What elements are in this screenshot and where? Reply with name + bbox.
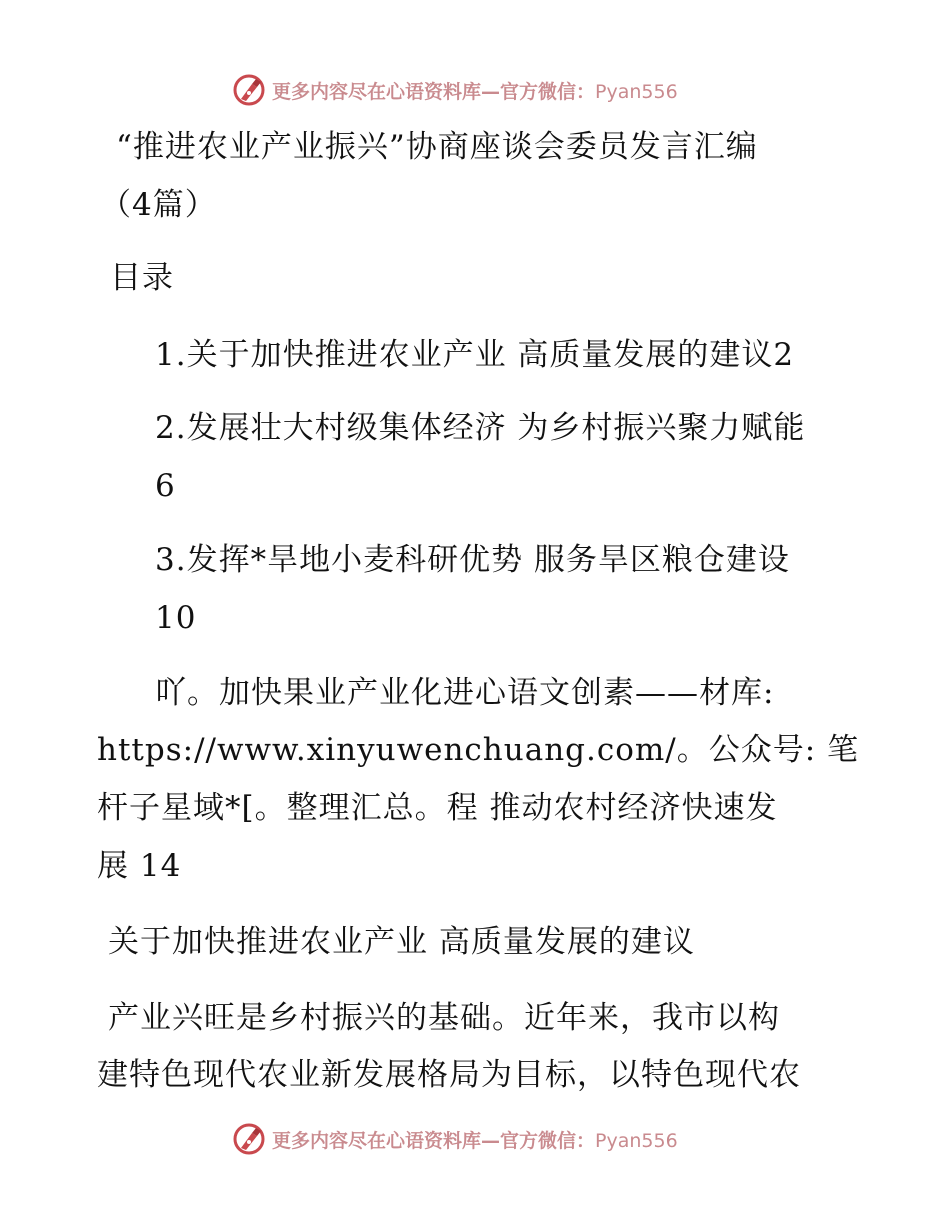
toc-item: 3.发挥*旱地小麦科研优势 服务旱区粮仓建设	[155, 542, 790, 578]
toc-item: 1.关于加快推进农业产业 高质量发展的建议2	[155, 337, 795, 373]
watermark-banner-top	[232, 72, 678, 108]
watermark-text: 更多内容尽在心语资料库—官方微信：Pyan556	[272, 80, 678, 103]
watermark-contact: Pyan556	[595, 1129, 678, 1152]
watermark-text: 更多内容尽在心语资料库—官方微信：Pyan556	[272, 1129, 678, 1152]
toc-item-continued: 展 14	[97, 848, 182, 884]
document-title: “推进农业产业振兴”协商座谈会委员发言汇编	[116, 129, 758, 165]
toc-item-continued: https://www.xinyuwenchuang.com/。公众号: 笔	[97, 732, 860, 768]
toc-item-page: 6	[155, 468, 176, 504]
toc-item: 吖。加快果业产业化进心语文创素——材库:	[155, 675, 775, 711]
pen-nib-logo-icon	[232, 1122, 266, 1156]
body-paragraph-line: 产业兴旺是乡村振兴的基础。近年来，我市以构	[108, 1000, 780, 1036]
pen-nib-logo-icon	[232, 73, 266, 107]
toc-item-continued: 杆子星域*[。整理汇总。程 推动农村经济快速发	[97, 790, 778, 826]
section-heading: 关于加快推进农业产业 高质量发展的建议	[108, 924, 695, 960]
watermark-contact: Pyan556	[595, 80, 678, 103]
watermark-banner-bottom	[232, 1121, 678, 1157]
document-title-continued: （4篇）	[100, 187, 217, 223]
body-paragraph-line: 建特色现代农业新发展格局为目标，以特色现代农	[97, 1057, 801, 1093]
toc-item: 2.发展壮大村级集体经济 为乡村振兴聚力赋能	[155, 410, 806, 446]
toc-item-page: 10	[155, 600, 197, 636]
toc-heading: 目录	[110, 260, 174, 296]
